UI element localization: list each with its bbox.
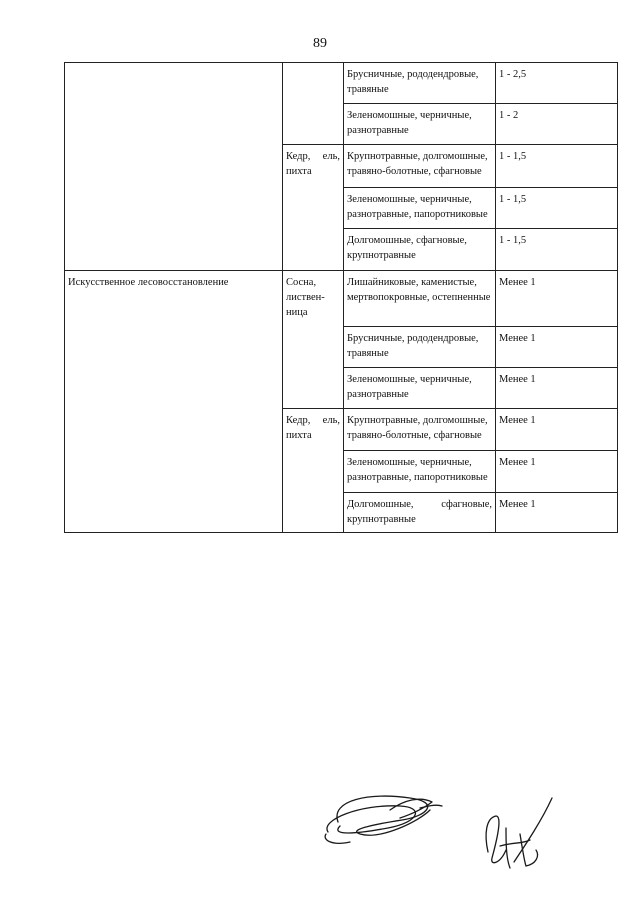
forest-type-cell: Зеленомошные, черничные, разнотравные, папоротниковые xyxy=(344,188,496,229)
value-cell: 1 - 1,5 xyxy=(496,188,618,229)
value-cell: Менее 1 xyxy=(496,368,618,409)
value-cell: 1 - 2 xyxy=(496,104,618,145)
value-cell: Менее 1 xyxy=(496,451,618,493)
forest-type-cell: Зеленомошные, черничные, разнотравные, папоротниковые xyxy=(344,451,496,493)
forest-type-cell: Зеленомошные, черничные, разнотравные xyxy=(344,368,496,409)
method-cell xyxy=(65,63,283,271)
value-cell: Менее 1 xyxy=(496,493,618,533)
value-cell: Менее 1 xyxy=(496,409,618,451)
signature-left xyxy=(325,796,442,843)
method-cell: Искусственное лесовосстановление xyxy=(65,271,283,533)
species-cell: Кедр, ель, пихта xyxy=(283,145,344,271)
forest-type-cell: Долгомошные, сфагновые, крупнотравные xyxy=(344,229,496,271)
forest-regeneration-table xyxy=(64,62,618,533)
page-number: 89 xyxy=(313,36,327,51)
value-cell: 1 - 2,5 xyxy=(496,63,618,104)
forest-type-cell: Долгомошные, сфагновые, крупнотравные xyxy=(344,493,496,533)
forest-type-cell: Брусничные, рододендровые, травяные xyxy=(344,327,496,368)
species-cell xyxy=(283,63,344,145)
species-cell: Сосна, листвен-ница xyxy=(283,271,344,409)
species-cell: Кедр, ель, пихта xyxy=(283,409,344,533)
value-cell: 1 - 1,5 xyxy=(496,145,618,188)
forest-type-cell: Крупнотравные, долгомошные, травяно-болотные, сфагновые xyxy=(344,409,496,451)
forest-type-cell: Зеленомошные, черничные, разнотравные xyxy=(344,104,496,145)
signature-right xyxy=(486,798,552,868)
table-row xyxy=(65,271,618,327)
value-cell: Менее 1 xyxy=(496,271,618,327)
forest-type-cell: Крупнотравные, долгомошные, травяно-болотные, сфагновые xyxy=(344,145,496,188)
signatures xyxy=(300,770,600,880)
value-cell: 1 - 1,5 xyxy=(496,229,618,271)
forest-type-cell: Брусничные, рододендровые, травяные xyxy=(344,63,496,104)
forest-type-cell: Лишайниковые, каменистые, мертвопокровные, остепненные xyxy=(344,271,496,327)
table-row xyxy=(65,63,618,104)
value-cell: Менее 1 xyxy=(496,327,618,368)
